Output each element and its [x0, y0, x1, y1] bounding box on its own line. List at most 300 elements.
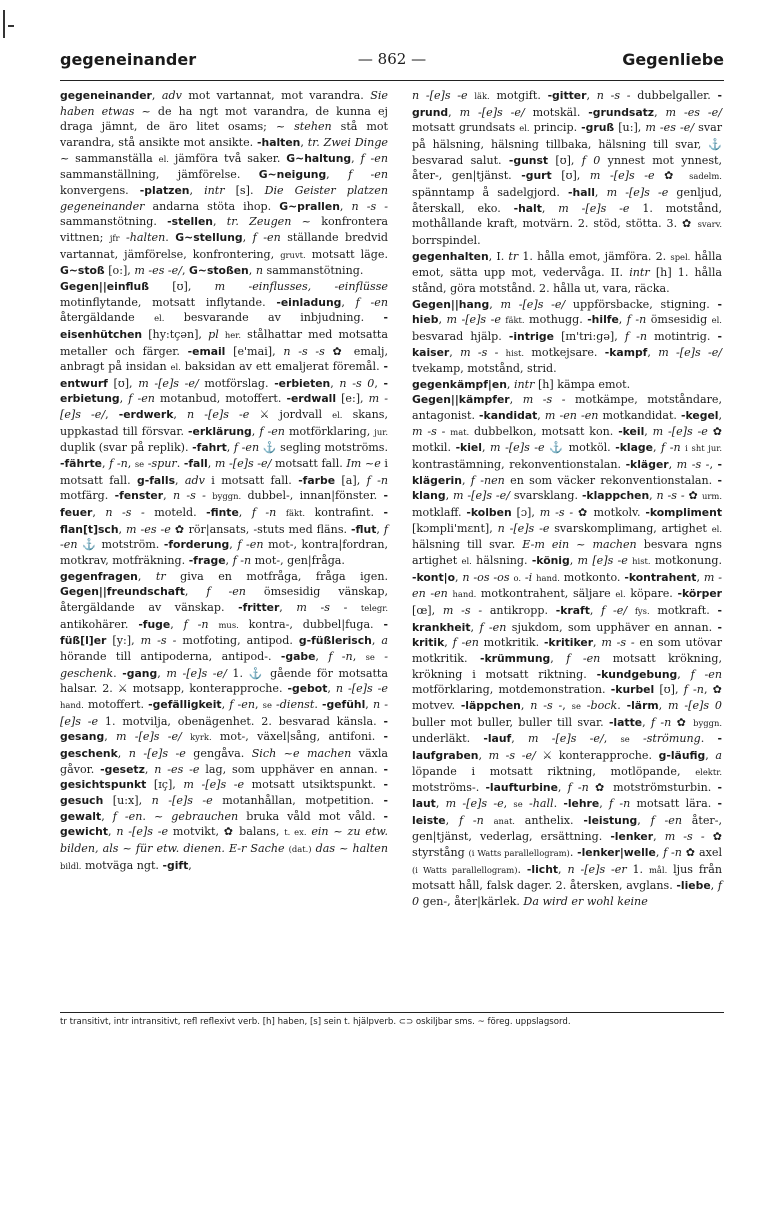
grammar-or-example: a: [381, 634, 388, 648]
grammar-or-example: f -en: [650, 813, 682, 827]
grammar-or-example: n -es -e: [154, 762, 200, 776]
grammar-or-example: f -n: [608, 796, 631, 810]
label-abbreviation: t. ex.: [284, 827, 307, 838]
grammar-or-example: m -en -en: [544, 409, 599, 423]
grammar-or-example: m -s -: [664, 830, 705, 844]
grammar-or-example: Sie haben etwas: [60, 89, 388, 118]
grammar-or-example: -strömung: [642, 732, 701, 746]
grammar-or-example: m -es -e/: [645, 121, 695, 135]
grammar-or-example: f -n: [183, 617, 209, 631]
label-abbreviation: (i Watts parallellogram): [412, 864, 518, 875]
headword: -kundgebung: [596, 667, 678, 681]
headword: -licht: [526, 862, 559, 876]
headword: -geschenk: [60, 730, 388, 760]
page-header: [60, 50, 724, 80]
header-rule: [60, 80, 724, 81]
headword: -laufturbine: [485, 781, 558, 795]
grammar-or-example: f -n: [109, 457, 128, 471]
headword: -kläger: [625, 458, 669, 472]
grammar-or-example: tr: [155, 569, 166, 583]
label-abbreviation: el.: [170, 362, 181, 373]
grammar-or-example: f -en: [252, 230, 281, 244]
headword: -feuer: [60, 489, 389, 520]
headword: -erklärung: [188, 424, 252, 438]
grammar-or-example: m -[e]s -e/: [214, 457, 272, 471]
grammar-or-example: tr. Zwei Dinge: [307, 135, 388, 149]
grammar-or-example: f -en: [233, 441, 260, 455]
grammar-or-example: f -en: [452, 636, 479, 650]
grammar-or-example: Im: [346, 457, 362, 471]
grammar-or-example: n -s -: [105, 506, 145, 520]
headword: -gruß: [581, 121, 615, 135]
grammar-or-example: f -en: [112, 809, 143, 823]
headword: -gitter: [547, 89, 587, 102]
label-abbreviation: urm.: [702, 491, 723, 502]
grammar-or-example: f -en: [259, 424, 285, 438]
grammar-or-example: Die Geister platzen gegeneinander: [60, 183, 388, 213]
headword: G~neigung: [258, 168, 327, 182]
grammar-or-example: f -n: [626, 313, 647, 327]
headword: -gefühl: [321, 697, 366, 711]
entry-paragraph: gegenkämpf|en, intr [h] kämpa emot.: [412, 377, 631, 391]
grammar-or-example: n -[e]s -e: [151, 793, 213, 807]
grammar-or-example: m -es -e/: [134, 264, 182, 278]
grammar-or-example: -hall: [528, 796, 554, 810]
headword: Gegen||kämpfer: [412, 393, 510, 407]
label-abbreviation: spel.: [670, 251, 691, 262]
headword: -klappchen: [581, 489, 650, 503]
headword: -kritiker: [543, 636, 594, 650]
grammar-or-example: adv: [184, 473, 205, 487]
label-abbreviation: elektr.: [695, 766, 722, 777]
grammar-or-example: f 0: [581, 153, 601, 167]
entry-paragraph: gegenfragen, tr giva en motfråga, fråga igen. Gegen||freundschaft, f -en ömsesidig vänskap, återgäldande av vänskap. -fritter, m -s - telegr. antikohärer. -fuge, f -n mus. kontra-, dubbel|fuga. -füß[l]er [y:], m -s - motfoting, antipod. g-füßlerisch, a hörande till antipoderna, antipod-. -gabe, f -n, se -geschenk. -gang, m -[e]s -e/ 1. ⚓ gående för motsatta halsar. 2. ⚔ motsapp, konterapproche. -gebot, n -[e]s -e hand. motoffert. -gefälligkeit, f -en, se -dienst. -gefühl, n -[e]s -e 1. motvilja, obenägenhet. 2. besvarad känsla. -gesang, m -[e]s -e/ kyrk. mot-, växel|sång, antifoni. -geschenk, n -[e]s -e gengåva. Sich ~e machen växla gåvor. -gesetz, n -es -e lag, som upphäver en annan. -gesichtspunkt [ɪç], m -[e]s -e motsatt utsiktspunkt. -gesuch [u:x], n -[e]s -e motanhållan, motpetition. -gewalt, f -en. ~ gebrauchen bruka våld mot våld. -gewicht, n -[e]s -e motvikt, ✿ balans, t. ex. ein ~ zu etw. bilden, als ~ für etw. dienen. E-r Sache (dat.) das ~ halten bildl. motväga ngt. -gift,: [60, 569, 389, 872]
grammar-or-example: e machen: [292, 746, 352, 760]
headword: G~haltung: [286, 151, 352, 165]
grammar-or-example: m -[e]s -e/: [453, 489, 510, 503]
label-abbreviation: byggn.: [693, 717, 722, 728]
headword: -finte: [206, 506, 239, 520]
label-abbreviation: hist.: [505, 347, 525, 358]
headword: -lenker|welle: [577, 845, 656, 859]
headword: -gesetz: [100, 762, 145, 776]
left-column: [60, 88, 388, 874]
grammar-or-example: m -[e]s -e: [446, 313, 501, 327]
label-abbreviation: el.: [158, 153, 169, 164]
grammar-or-example: machen: [592, 538, 637, 552]
headword: -kurbel: [610, 683, 655, 697]
headword: gegenhalten: [412, 249, 489, 263]
headword: G~stoßen: [189, 264, 249, 278]
grammar-or-example: f -n: [661, 441, 681, 455]
headword: g-falls: [136, 473, 176, 487]
headword: -hieb: [412, 297, 722, 327]
headword: -grundsatz: [588, 105, 655, 119]
grammar-or-example: -i: [524, 570, 533, 584]
label-abbreviation: jur.: [374, 426, 389, 437]
headword: -einladung: [276, 295, 342, 309]
grammar-or-example: -bock: [586, 698, 618, 712]
headword: -eisenhütchen: [60, 311, 389, 341]
headword: -flut: [351, 522, 377, 536]
grammar-or-example: stehen: [294, 120, 332, 134]
headword: -gewicht: [60, 809, 389, 839]
grammar-or-example: f -e/: [601, 604, 628, 617]
grammar-or-example: m -[e]s -e: [589, 169, 655, 183]
grammar-or-example: f -en: [229, 697, 255, 711]
label-abbreviation: jfr: [109, 232, 120, 243]
grammar-or-example: n -s -: [351, 199, 388, 213]
headword: -leistung: [583, 813, 638, 827]
label-abbreviation: läk.: [474, 91, 490, 101]
headword: -fuge: [138, 617, 171, 631]
headword: -forderung: [163, 538, 230, 552]
headword: -lauf: [483, 732, 512, 746]
entry-paragraph: Gegen||kämpfer, m -s - motkämpe, motståndare, antagonist. -kandidat, m -en -en motkandidat. -kegel, m -s - mat. dubbelkon, motsatt kon. -keil, m -[e]s -e ✿ motkil. -kiel, m -[e]s -e ⚓ motköl. -klage, f -n i sht jur. kontrastämning, rekonventionstalan. -kläger, m -s -, -klägerin, f -nen en som väcker rekonventionstalan. -klang, m -[e]s -e/ svarsklang. -klappchen, n -s - ✿ urm. motklaff. -kolben [ɔ], m -s - ✿ motkolv. -kompliment [kɔmpli'mɛnt], n -[e]s -e svarskomplimang, artighet el. hälsning till svar. E-m ein ~ machen besvara ngns artighet el. hälsning. -könig, m [e]s -e hist. motkonung. -kont|o, n -os -os o. -i hand. motkonto. -kontrahent, m -en -en hand. motkontrahent, säljare el. köpare. -körper [œ], m -s - antikropp. -kraft, f -e/ fys. motkraft. -krankheit, f -en sjukdom, som upphäver en annan. -kritik, f -en motkritik. -kritiker, m -s - en som utövar motkritik. -krümmung, f -en motsatt krökning, krökning i motsatt riktning. -kundgebung, f -en motförklaring, motdemonstration. -kurbel [ʊ], f -n, ✿ motvev. -läppchen, n -s -, se -bock. -lärm, m -[e]s 0 buller mot buller, buller till svar. -latte, f -n ✿ byggn. underläkt. -lauf, m -[e]s -e/, se -strömung. -laufgraben, m -s -e/ ⚔ konterapproche. g-läufig, a löpande i motsatt riktning, motlöpande, elektr. motströms-. -laufturbine, f -n ✿ motströmsturbin. -laut, m -[e]s -e, se -hall. -lehre, f -n motsatt lära. -leiste, f -n anat. anthelix. -leistung, f -en åter-, gen|tjänst, vederlag, ersättning. -lenker, m -s - ✿ styrstång (i Watts parallellogram). -lenker|welle, f -n ✿ axel (i Watts parallellogram). -licht, n -[e]s -er 1. mål. ljus från motsatt håll, falsk dager. 2. återsken, avglans. -liebe, f 0 gen-, åter|kärlek. Da wird er wohl keine: [412, 393, 723, 908]
grammar-or-example: f -n: [328, 649, 353, 663]
header-left-guide-word: gegeneinander: [60, 50, 197, 69]
label-abbreviation: el.: [711, 523, 722, 534]
grammar-or-example: m -[e]s -e/: [500, 297, 566, 311]
grammar-or-example: gebrauchen: [171, 809, 239, 823]
headword: -kampf: [604, 345, 648, 359]
headword: -gesuch: [60, 778, 388, 807]
grammar-or-example: f -n: [650, 715, 672, 729]
label-abbreviation: fäkt.: [285, 508, 306, 519]
grammar-or-example: f -n: [663, 845, 682, 859]
headword: g-läufig: [658, 748, 706, 762]
grammar-or-example: f -n: [366, 473, 388, 487]
label-abbreviation: anat.: [493, 815, 515, 826]
headword: -klage: [615, 441, 653, 455]
grammar-or-example: -dienst: [276, 697, 315, 711]
headword: -farbe: [298, 473, 336, 487]
label-abbreviation: mål.: [648, 864, 668, 875]
grammar-or-example: f -en: [566, 651, 601, 665]
headword: -laufgraben: [412, 732, 722, 762]
headword: -erbietung: [60, 376, 388, 406]
grammar-or-example: f -n: [683, 683, 704, 697]
grammar-or-example: f -n: [458, 813, 484, 827]
grammar-or-example: m -einflusses, -einflüsse: [214, 279, 388, 293]
headword: -könig: [531, 554, 570, 568]
headword: gegeneinander: [60, 89, 152, 102]
grammar-or-example: das: [315, 841, 336, 855]
headword: -klägerin: [412, 458, 722, 487]
label-abbreviation: hist.: [632, 556, 651, 567]
headword: -halten: [257, 135, 301, 149]
headword: -gift: [162, 858, 189, 872]
label-abbreviation: el.: [461, 556, 472, 567]
label-abbreviation: se: [134, 459, 145, 470]
grammar-or-example: f -en: [206, 585, 246, 599]
grammar-or-example: f -n: [251, 506, 277, 520]
header-right-guide-word: Gegenliebe: [622, 50, 724, 69]
headword: -leiste: [412, 796, 722, 827]
headword: -intrige: [508, 329, 554, 343]
grammar-or-example: m -[e]s -e/: [658, 345, 723, 359]
headword: -kraft: [555, 604, 590, 617]
grammar-or-example: f -nen: [470, 473, 505, 487]
headword: -fahrt: [192, 441, 227, 455]
grammar-or-example: m -[e]s -e: [445, 796, 504, 810]
headword: -krümmung: [479, 651, 551, 665]
headword: -platzen: [139, 183, 190, 197]
grammar-or-example: m -s -: [296, 601, 348, 614]
grammar-or-example: n -[e]s -e: [497, 521, 550, 535]
headword: G~prallen: [279, 199, 340, 213]
grammar-or-example: m -s -: [601, 636, 635, 650]
headword: -kolben: [466, 506, 512, 520]
label-abbreviation: se: [571, 700, 581, 711]
headword: -fenster: [114, 489, 164, 503]
headword: -gesang: [60, 714, 388, 744]
grammar-or-example: m -s -: [460, 345, 499, 359]
headword: -läppchen: [460, 698, 521, 712]
grammar-or-example: m [e]s -e: [577, 554, 628, 568]
grammar-or-example: n -[e]s -e: [187, 408, 250, 422]
grammar-or-example: n -[e]s -e: [335, 682, 388, 696]
headword: -gunst: [508, 153, 549, 167]
headword: -gurt: [521, 169, 552, 183]
grammar-or-example: ein: [311, 825, 329, 839]
label-abbreviation: gruvt.: [280, 249, 306, 260]
label-abbreviation: el.: [154, 313, 165, 324]
grammar-or-example: m -es -e: [126, 522, 171, 536]
grammar-or-example: n -os -os: [462, 570, 510, 584]
label-abbreviation: hand.: [60, 699, 84, 710]
label-abbreviation: bildl.: [60, 860, 82, 871]
headword: -gang: [122, 666, 158, 680]
headword: -gefälligkeit: [148, 697, 222, 711]
grammar-or-example: m -[e]s -e: [558, 201, 630, 215]
grammar-or-example: m -s -: [412, 424, 446, 438]
grammar-or-example: m -es -e/: [665, 105, 722, 119]
headword: -kritik: [412, 620, 722, 650]
grammar-or-example: E-m ein: [522, 538, 570, 552]
headword: -kegel: [681, 409, 719, 423]
label-abbreviation: el.: [332, 410, 343, 421]
grammar-or-example: m -s -: [539, 506, 574, 520]
label-abbreviation: her.: [224, 329, 241, 340]
grammar-or-example: n -[e]s -e: [116, 825, 169, 839]
label-abbreviation: el.: [615, 589, 626, 600]
headword: -kontrahent: [624, 570, 697, 584]
grammar-or-example: m -[e]s -e/: [116, 730, 182, 744]
label-abbreviation: svarv.: [697, 219, 722, 230]
headword: -flan[t]sch: [60, 506, 388, 536]
grammar-or-example: n -s 0: [339, 376, 375, 390]
headword: -kompliment: [645, 506, 722, 520]
label-abbreviation: i sht jur.: [685, 443, 723, 454]
grammar-or-example: m -[e]s -e: [652, 424, 708, 438]
grammar-or-example: Da wird er wohl keine: [523, 894, 648, 908]
grammar-or-example: n -s -: [172, 489, 206, 503]
headword: -gabe: [280, 649, 316, 663]
label-abbreviation: se: [513, 798, 523, 809]
headword: -kont|o: [412, 570, 455, 584]
headword: -latte: [608, 715, 643, 729]
headword: -frage: [188, 554, 226, 568]
entry-paragraph: gegeneinander, adv mot vartannat, mot varandra. Sie haben etwas ~ de ha ngt mot varandra, de kunna ej draga jämnt, de äro litet osams; ~ stehen stå mot varandra, stå ansikte mot ansikte. -halten, tr. Zwei Dinge ~ sammanställa el. jämföra två saker. G~haltung, f -en sammanställning, jämförelse. G~neigung, f -en konvergens. -platzen, intr [s]. Die Geister platzen gegeneinander andarna stöta ihop. G~prallen, n -s - sammanstötning. -stellen, tr. Zeugen ~ konfrontera vittnen; jfr -halten. G~stellung, f -en ställande bredvid vartannat, jämförelse, konfrontering, gruvt. motsatt läge. G~stoß [o:], m -es -e/, G~stoßen, n sammanstötning.: [60, 89, 388, 278]
grammar-or-example: m -[e]s 0: [668, 698, 722, 712]
grammar-or-example: m -[e]s -e/: [138, 376, 199, 390]
headword: -krankheit: [412, 604, 722, 634]
grammar-or-example: m -[e]s -e/: [527, 732, 604, 746]
label-abbreviation: fys.: [634, 606, 650, 616]
headword: gegenfragen: [60, 569, 138, 583]
grammar-or-example: zu etw. bilden, als: [60, 825, 388, 855]
grammar-or-example: m -[e]s -e/: [166, 666, 227, 680]
grammar-or-example: adv: [161, 89, 182, 102]
headword: -halt: [513, 201, 542, 215]
headword: -fährte: [60, 457, 102, 471]
grammar-or-example: intr: [513, 377, 535, 391]
headword: -email: [187, 344, 226, 358]
grammar-or-example: intr: [204, 183, 225, 197]
entry-paragraph: gegenhalten, I. tr 1. hålla emot, jämföra. 2. spel. hålla emot, sätta upp mot, vedervåga. II. intr [h] 1. hålla stånd, göra motstånd. 2. hålla ut, vara, räcka.: [412, 249, 723, 295]
grammar-or-example: tr: [508, 249, 519, 263]
grammar-or-example: f -en: [237, 538, 264, 552]
grammar-or-example: m -s -: [442, 604, 483, 617]
headword: -kaiser: [412, 329, 722, 359]
grammar-or-example: m -s -: [522, 393, 566, 407]
label-abbreviation: telegr.: [360, 603, 388, 613]
headword: -gewalt: [60, 793, 388, 823]
grammar-or-example: -halten: [126, 230, 166, 244]
grammar-or-example: f -en: [348, 168, 388, 182]
headword: -lenker: [610, 830, 654, 844]
label-abbreviation: se: [365, 651, 375, 662]
grammar-or-example: e: [374, 457, 381, 471]
grammar-or-example: n -[e]s -er: [567, 862, 627, 876]
headword: -gebot: [287, 682, 328, 696]
grammar-or-example: für etw. dienen. E-r Sache: [135, 841, 285, 855]
headword: -füß[l]er: [60, 617, 388, 648]
headword: -kiel: [455, 441, 482, 455]
grammar-or-example: n -[e]s -e: [60, 697, 388, 728]
grammar-or-example: f 0: [412, 879, 722, 908]
headword: -fall: [183, 457, 208, 471]
grammar-or-example: n -[e]s -e: [412, 89, 468, 102]
label-abbreviation: hand.: [452, 589, 477, 600]
grammar-or-example: f -n: [567, 781, 589, 795]
grammar-or-example: n -s -: [596, 89, 631, 102]
grammar-or-example: m -s -e/: [488, 748, 536, 762]
grammar-or-example: n -s -s: [283, 344, 325, 358]
headword: gegenkämpf|en: [412, 377, 507, 391]
label-abbreviation: fäkt.: [505, 315, 525, 326]
grammar-or-example: m -s -: [676, 458, 710, 472]
grammar-or-example: f -n: [232, 554, 252, 568]
headword: -kandidat: [479, 409, 538, 423]
grammar-or-example: m -[e]s -e: [490, 441, 545, 455]
headword: -erbieten: [274, 376, 331, 390]
grammar-or-example: f -en: [128, 392, 155, 406]
label-abbreviation: se: [620, 734, 630, 745]
label-abbreviation: el.: [519, 123, 530, 134]
headword: -laut: [412, 781, 722, 810]
label-abbreviation: kyrk.: [190, 732, 212, 743]
page-number: — 862 —: [357, 50, 427, 68]
margin-mark: [3, 10, 5, 38]
headword: -entwurf: [60, 360, 388, 390]
grammar-or-example: n -s -: [656, 489, 685, 503]
label-abbreviation: sadelm.: [689, 171, 722, 182]
headword: Gegen||einfluß: [60, 279, 149, 293]
headword: G~stellung: [175, 230, 243, 244]
headword: -keil: [618, 424, 645, 438]
headword: Gegen||freundschaft: [60, 585, 185, 599]
headword: -stellen: [167, 215, 213, 229]
grammar-or-example: n -s -: [530, 698, 563, 712]
grammar-or-example: m -s -: [140, 634, 177, 648]
grammar-or-example: f -en: [60, 522, 388, 552]
label-abbreviation: byggn.: [212, 491, 242, 502]
label-abbreviation: el.: [711, 315, 722, 326]
headword: -lärm: [626, 698, 659, 712]
headword: Gegen||hang: [412, 297, 490, 311]
right-column: [412, 88, 722, 909]
headword: -körper: [677, 587, 722, 601]
headword: -grund: [412, 89, 722, 119]
headword: -liebe: [676, 879, 711, 893]
headword: -klang: [412, 473, 722, 503]
margin-mark: [8, 25, 14, 27]
headword: g-füßlerisch: [298, 634, 372, 648]
grammar-or-example: m -en -en: [412, 570, 723, 601]
grammar-or-example: tr. Zeugen: [226, 215, 292, 229]
grammar-or-example: -geschenk: [60, 649, 388, 680]
grammar-or-example: n -[e]s -e: [128, 746, 186, 760]
label-abbreviation: mus.: [218, 619, 239, 630]
label-abbreviation: (dat.): [288, 843, 312, 854]
headword: G~stoß: [60, 264, 105, 278]
headword: -hilfe: [587, 313, 619, 327]
footer-rule: [60, 1012, 724, 1013]
grammar-or-example: m -[e]s -e: [606, 185, 669, 199]
headword: -fritter: [238, 601, 280, 614]
headword: -erdwerk: [118, 408, 174, 422]
headword: -gesichtspunkt: [60, 762, 388, 792]
label-abbreviation: o.: [513, 572, 522, 583]
label-abbreviation: (i Watts parallellogram): [468, 847, 570, 858]
entry-paragraph: Gegen||hang, m -[e]s -e/ uppförsbacke, stigning. -hieb, m -[e]s -e fäkt. mothugg. -hilfe, f -n ömsesidig el. besvarad hjälp. -intrige [ɪn'tri:gə], f -n motintrig. -kaiser, m -s - hist. motkejsare. -kampf, m -[e]s -e/ tvekamp, motstånd, strid.: [412, 297, 723, 376]
headword: -lehre: [563, 796, 600, 810]
label-abbreviation: se: [262, 699, 272, 710]
grammar-or-example: f -en: [479, 620, 507, 634]
grammar-or-example: intr: [629, 266, 650, 280]
abbreviation-legend: tr transitivt, intr intransitivt, refl reflexivt verb. [h] haben, [s] sein t. hjälpverb. ⊂⊃ oskiljbar sms. ~ föreg. uppslagsord.: [60, 1017, 571, 1027]
grammar-or-example: a: [715, 748, 722, 762]
grammar-or-example: -spur: [147, 457, 177, 471]
grammar-or-example: Sich: [251, 746, 277, 760]
grammar-or-example: n: [255, 264, 263, 278]
grammar-or-example: f -en: [355, 295, 388, 309]
entry-paragraph: Gegen||einfluß [ʊ], m -einflusses, -einflüsse motinflytande, motsatt inflytande. -einladung, f -en återgäldande el. besvarande av inbjudning. -eisenhütchen [hy:tçən], pl her. stålhattar med motsatta metaller och färger. -email [e'mai], n -s -s ✿ emalj, anbragt på insidan el. baksidan av ett emaljerat föremål. -entwurf [ʊ], m -[e]s -e/ motförslag. -erbieten, n -s 0, -erbietung, f -en motanbud, motoffert. -erdwall [e:], m -[e]s -e/, -erdwerk, n -[e]s -e ⚔ jordvall el. skans, uppkastad till försvar. -erklärung, f -en motförklaring, jur. duplik (svar på replik). -fahrt, f -en ⚓ segling motströms. -fährte, f -n, se -spur. -fall, m -[e]s -e/ motsatt fall. Im ~e i motsatt fall. g-falls, adv i motsatt fall. -farbe [a], f -n motfärg. -fenster, n -s - byggn. dubbel-, innan|fönster. -feuer, n -s - moteld. -finte, f -n fäkt. kontrafint. -flan[t]sch, m -es -e ✿ rör|ansats, -stuts med fläns. -flut, f -en ⚓ motström. -forderung, f -en mot-, kontra|fordran, motkrav, motfräkning. -frage, f -n mot-, gen|fråga.: [60, 279, 389, 568]
headword: -erdwall: [286, 392, 337, 406]
entry-paragraph: n -[e]s -e läk. motgift. -gitter, n -s - dubbelgaller. -grund, m -[e]s -e/ motskäl. -grundsatz, m -es -e/ motsatt grundsats el. princip. -gruß [u:], m -es -e/ svar på hälsning, hälsning tillbaka, hälsning till svar, ⚓ besvarad salut. -gunst [ʊ], f 0 ynnest mot ynnest, åter-, gen|tjänst. -gurt [ʊ], m -[e]s -e ✿ sadelm. spänntamp å sadelgjord. -hall, m -[e]s -e genljud, återskall, eko. -halt, m -[e]s -e 1. motstånd, mothållande kraft, motvärn. 2. stöd, stötta. 3. ✿ svarv. borrspindel.: [412, 89, 722, 247]
label-abbreviation: mat.: [450, 426, 470, 437]
headword: -hall: [568, 185, 595, 199]
label-abbreviation: hand.: [536, 572, 560, 583]
grammar-or-example: f -en: [690, 667, 722, 681]
grammar-or-example: halten: [352, 841, 388, 855]
grammar-or-example: f -n: [624, 329, 647, 343]
grammar-or-example: m -[e]s -e/: [459, 105, 525, 119]
grammar-or-example: m -[e]s -e/: [60, 392, 388, 422]
grammar-or-example: f -en: [360, 151, 388, 165]
